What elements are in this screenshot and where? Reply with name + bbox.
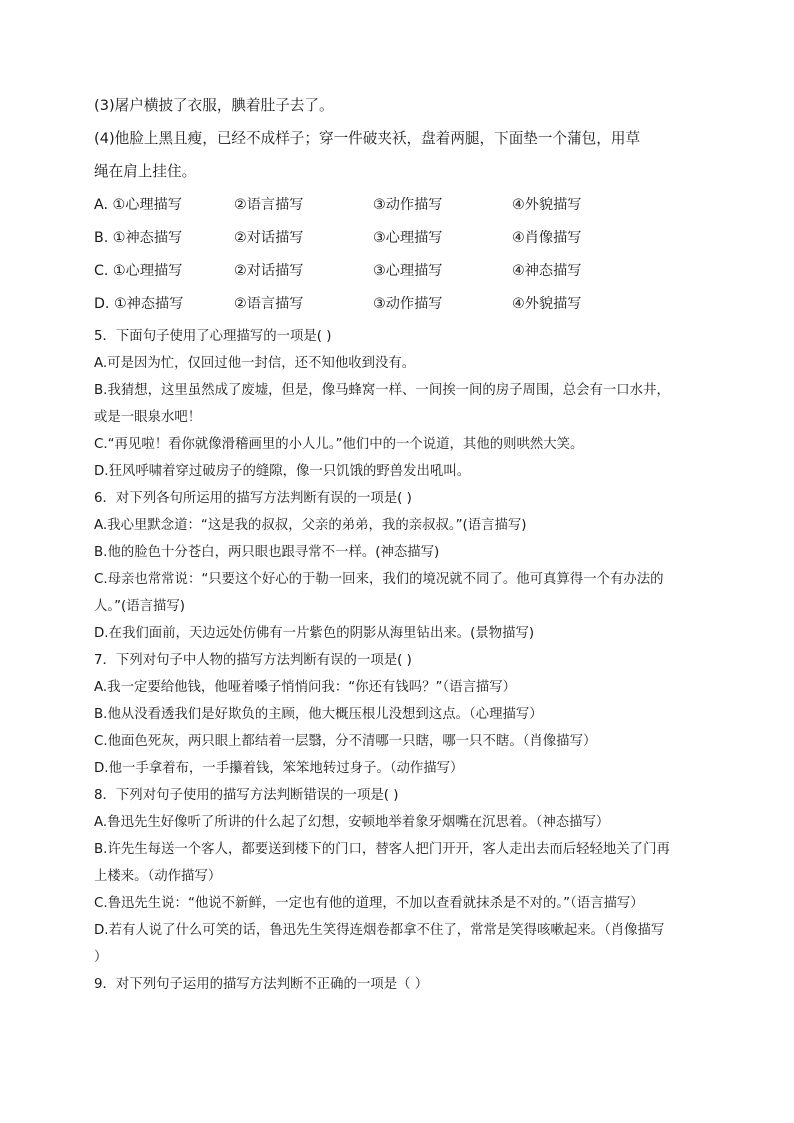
option-cell: ②对话描写 — [234, 230, 304, 246]
answer-option: D.他一手拿着布，一手攥着钱，笨笨地转过身子。（动作描写） — [94, 761, 464, 776]
option-cell: ③心理描写 — [373, 230, 443, 246]
text-line: (3)屠户横披了衣服，腆着肚子去了。 — [94, 97, 334, 114]
answer-option-continued: 上楼来。（动作描写） — [94, 869, 222, 884]
answer-option: A.我心里默念道：“这是我的叔叔，父亲的弟弟，我的亲叔叔。”(语言描写) — [94, 518, 527, 533]
answer-option: A.鲁迅先生好像听了所讲的什么起了幻想，安顿地举着象牙烟嘴在沉思着。（神态描写） — [94, 815, 610, 830]
option-cell: ③心理描写 — [373, 263, 443, 279]
option-cell: C. ①心理描写 — [94, 263, 183, 279]
option-cell: ②语言描写 — [234, 197, 304, 213]
answer-option: B.我猜想，这里虽然成了废墟，但是，像马蜂窝一样、一间挨一间的房子周围，总会有一口水井， — [94, 383, 670, 398]
answer-option: C.“再见啦！看你就像滑稽画里的小人儿。”他们中的一个说道，其他的则哄然大笑。 — [94, 437, 584, 452]
text-line: 绳在肩上挂住。 — [94, 163, 197, 180]
option-cell: ④神态描写 — [512, 263, 582, 279]
question-heading: 9．对下列句子运用的描写方法判断不正确的一项是（ ） — [94, 977, 429, 992]
answer-option-continued: 人。”(语言描写) — [94, 599, 186, 614]
answer-option: B.他从没看透我们是好欺负的主顾，他大概压根儿没想到这点。（心理描写） — [94, 707, 543, 722]
answer-option-continued: ） — [94, 950, 108, 965]
option-row-d — [94, 293, 700, 315]
answer-option: B.他的脸色十分苍白，两只眼也跟寻常不一样。(神态描写) — [94, 545, 440, 560]
option-cell: ③动作描写 — [373, 197, 443, 213]
answer-option: C.他面色死灰，两只眼上都结着一层翳，分不清哪一只瞎，哪一只不瞎。（肖像描写） — [94, 734, 597, 749]
option-cell: ④肖像描写 — [512, 230, 582, 246]
question-heading: 6．对下列各句所运用的描写方法判断有误的一项是( ) — [94, 491, 412, 506]
answer-option: A.我一定要给他钱，他哑着嗓子悄悄问我：“你还有钱吗？”（语言描写） — [94, 680, 517, 695]
option-row-b — [94, 227, 700, 249]
option-cell: ④外貌描写 — [512, 197, 582, 213]
answer-option: C.母亲也常常说：“只要这个好心的于勒一回来，我们的境况就不同了。他可真算得一个有办法的 — [94, 572, 664, 587]
answer-option: D.在我们面前，天边远处仿佛有一片紫色的阴影从海里钻出来。(景物描写) — [94, 626, 535, 641]
option-row-c — [94, 260, 700, 282]
option-cell: A. ①心理描写 — [94, 197, 182, 213]
option-cell: ②语言描写 — [234, 296, 304, 312]
answer-option: A.可是因为忙，仅回过他一封信，还不知他收到没有。 — [94, 356, 416, 371]
question-heading: 5．下面句子使用了心理描写的一项是( ) — [94, 329, 332, 344]
answer-option: D.狂风呼啸着穿过破房子的缝隙，像一只饥饿的野兽发出吼叫。 — [94, 464, 471, 479]
question-heading: 7．下列对句子中人物的描写方法判断有误的一项是( ) — [94, 653, 412, 668]
option-cell: B. ①神态描写 — [94, 230, 183, 246]
option-cell: ④外貌描写 — [512, 296, 582, 312]
answer-option-continued: 或是一眼泉水吧！ — [94, 410, 202, 425]
option-cell: ③动作描写 — [373, 296, 443, 312]
option-row-a — [94, 194, 700, 216]
answer-option: B.许先生每送一个客人，都要送到楼下的门口，替客人把门开开，客人走出去而后轻轻地关了门再 — [94, 842, 670, 857]
answer-option: C.鲁迅先生说：“他说不新鲜，一定也有他的道理，不加以查看就抹杀是不对的。”（语言描写） — [94, 896, 644, 911]
option-cell: ②对话描写 — [234, 263, 304, 279]
answer-option: D.若有人说了什么可笑的话，鲁迅先生笑得连烟卷都拿不住了，常常是笑得咳嗽起来。（肖像描写 — [94, 923, 665, 938]
option-cell: D. ①神态描写 — [94, 296, 184, 312]
text-line: (4)他脸上黑且瘦，已经不成样子；穿一件破夹袄，盘着两腿，下面垫一个蒲包，用草 — [94, 130, 641, 147]
question-heading: 8．下列对句子使用的描写方法判断错误的一项是( ) — [94, 788, 399, 803]
